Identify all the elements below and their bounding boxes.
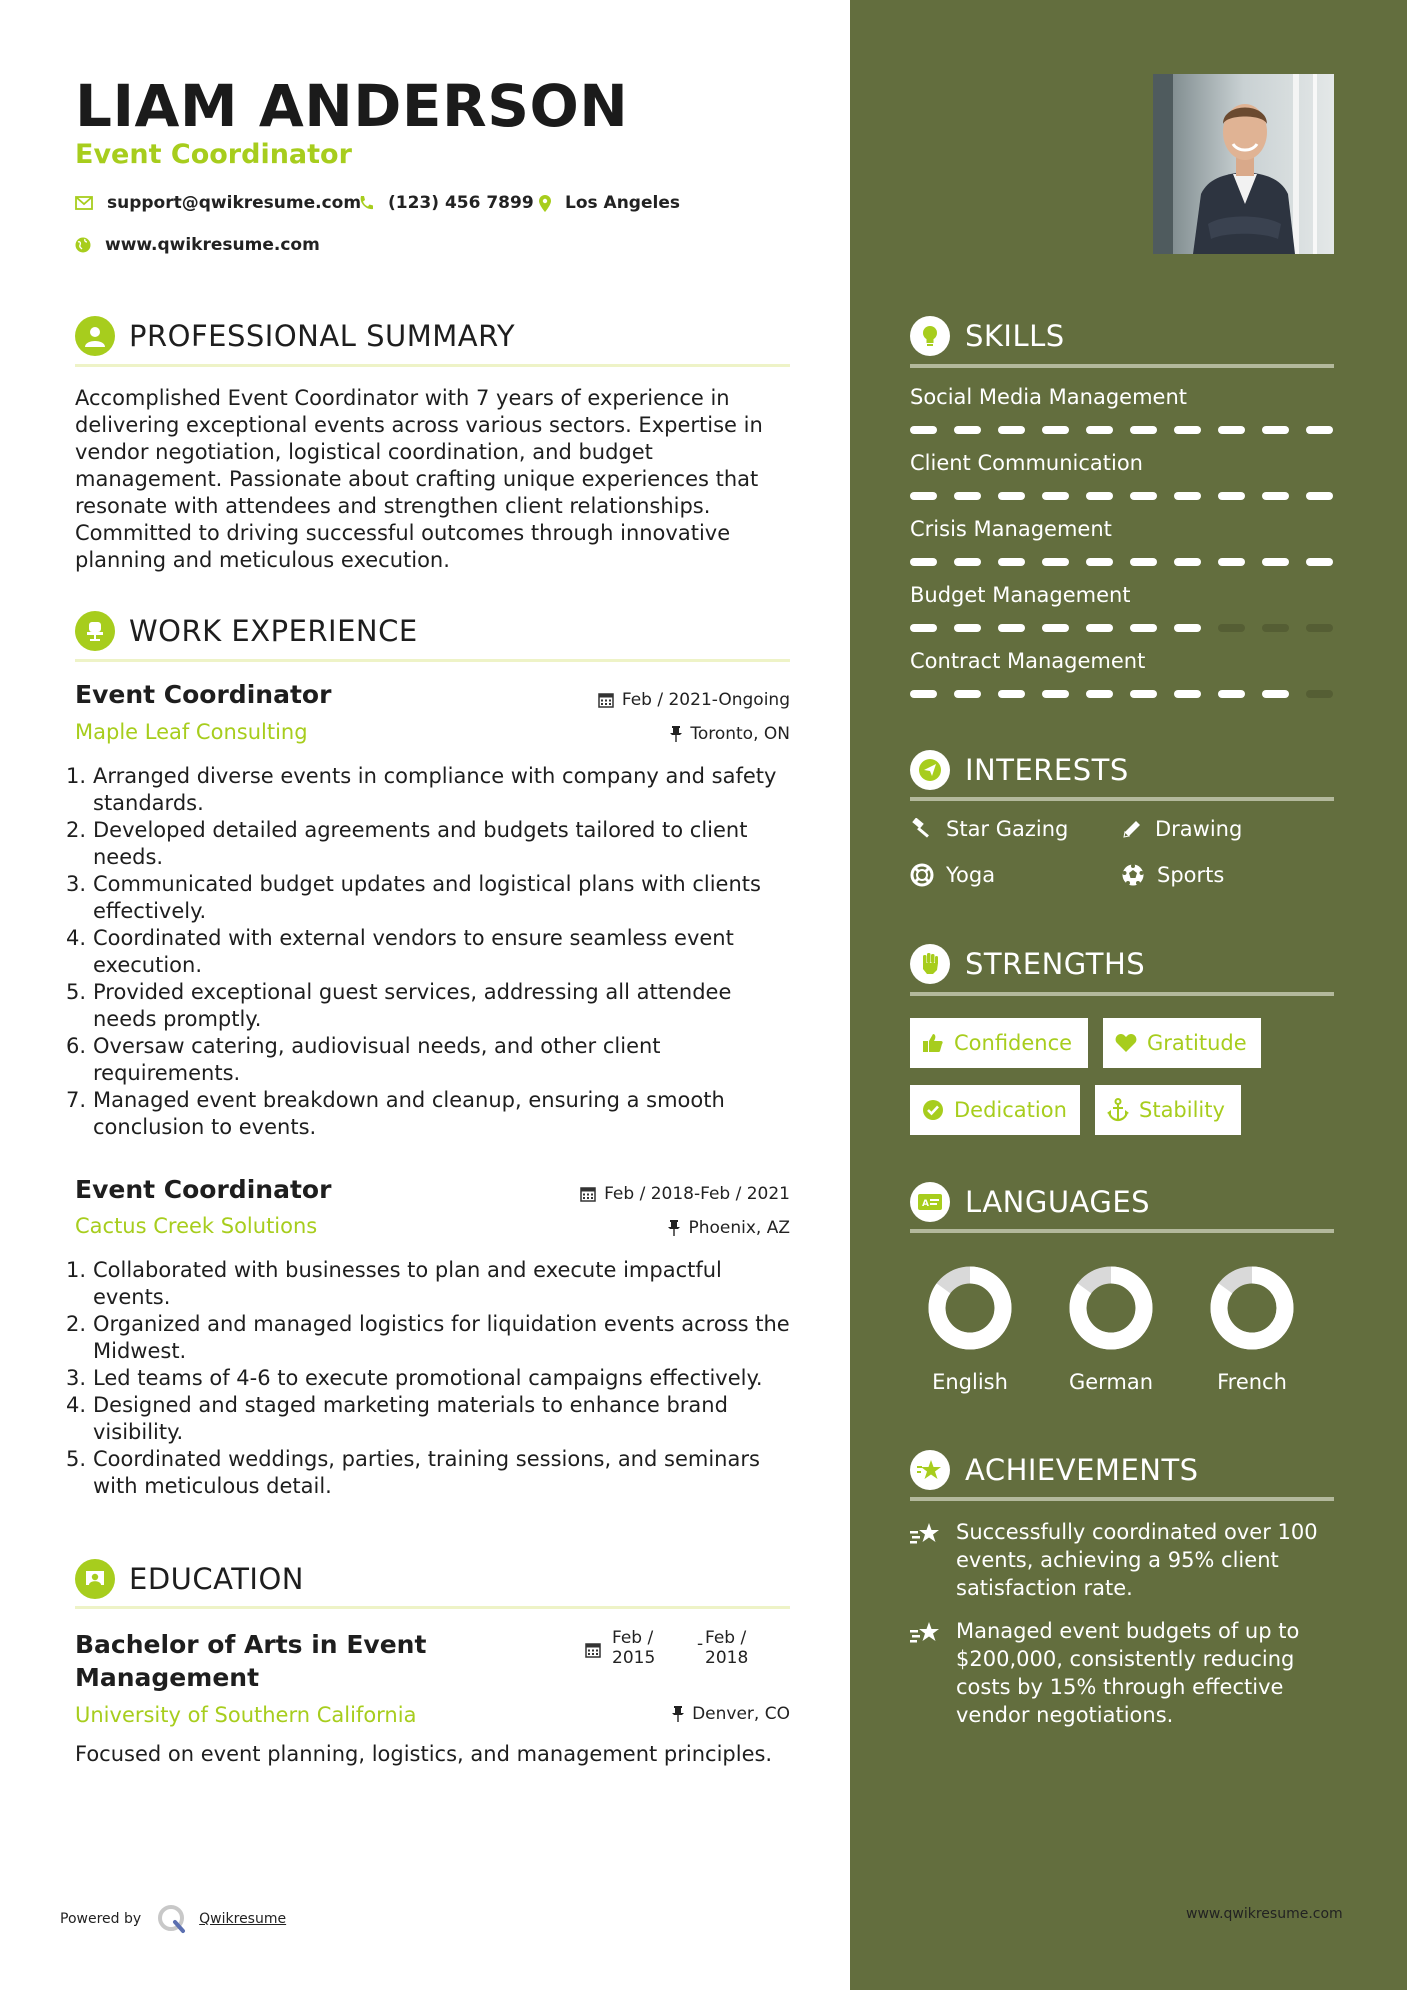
interest-label: Star Gazing — [946, 817, 1069, 841]
skill-dot — [998, 426, 1025, 434]
globe-icon — [75, 237, 91, 253]
strength-chip — [910, 1018, 1088, 1068]
achievements-divider — [910, 1497, 1334, 1501]
achievements-heading-label: ACHIEVEMENTS — [965, 1453, 1199, 1487]
company-name: Maple Leaf Consulting — [75, 720, 308, 744]
skill-dot — [1174, 624, 1201, 632]
list-item: 6. Oversaw catering, audiovisual needs, and other client requirements. — [66, 1034, 661, 1085]
skill-dot — [998, 558, 1025, 566]
skill-dot — [1218, 624, 1245, 632]
skill-dot — [1130, 492, 1157, 500]
job-responsibilities — [66, 763, 796, 1141]
job-location-text: Toronto, ON — [690, 724, 790, 744]
job-location — [670, 724, 790, 744]
interests-heading-label: INTERESTS — [965, 753, 1129, 787]
education-location-text: Denver, CO — [692, 1704, 790, 1724]
strengths-heading-label: STRENGTHS — [965, 947, 1146, 981]
skill-dot — [954, 624, 981, 632]
experience-heading-label: WORK EXPERIENCE — [129, 614, 418, 648]
website-text: www.qwikresume.com — [105, 235, 320, 255]
language-gauge — [1210, 1266, 1294, 1350]
experience-heading — [75, 611, 790, 651]
skill-dot — [1042, 426, 1069, 434]
skill-dot — [1262, 624, 1289, 632]
list-item: 2. Developed detailed agreements and budgets tailored to client needs. — [66, 818, 748, 869]
summary-divider — [75, 364, 790, 367]
skill-dot — [1306, 624, 1333, 632]
skill-dot — [1130, 690, 1157, 698]
achievement-text: Managed event budgets of up to $200,000, consistently reducing costs by 15% through effective vendor negotiations. — [956, 1619, 1300, 1727]
graduate-icon — [75, 1559, 115, 1599]
language-gauge — [928, 1266, 1012, 1350]
pencil-icon — [1121, 818, 1143, 840]
language-card-icon — [910, 1182, 950, 1222]
skill-dot — [954, 690, 981, 698]
list-item: 5. Coordinated weddings, parties, training sessions, and seminars with meticulous detail. — [66, 1447, 760, 1498]
skill-dot — [954, 492, 981, 500]
qwikresume-logo-icon — [157, 1904, 187, 1934]
skill-dot — [1086, 492, 1113, 500]
skill-rating — [910, 690, 1350, 698]
education-start: Feb / 2015 — [612, 1628, 656, 1668]
user-icon — [75, 316, 115, 356]
svg-text:A: A — [922, 1199, 929, 1209]
skill-dot — [1130, 624, 1157, 632]
strength-chip — [1095, 1085, 1241, 1135]
job-dates-text: Feb / 2018-Feb / 2021 — [604, 1184, 790, 1204]
skill-rating — [910, 492, 1350, 500]
degree-title — [75, 1628, 426, 1694]
candidate-name: LIAM ANDERSON — [75, 72, 629, 140]
strength-chip — [910, 1085, 1080, 1135]
skill-dot — [910, 558, 937, 566]
skill-rating — [910, 558, 1350, 566]
skill-dot — [1218, 558, 1245, 566]
skill-name: Budget Management — [910, 583, 1131, 607]
job-responsibilities — [66, 1257, 796, 1500]
summary-text: Accomplished Event Coordinator with 7 years of experience in delivering exceptional events across various sectors. Expertise in vendor negotiation, logistical coordination, and budget management. Passionate about crafting unique experiences that resonate with attendees and strengthen client relationships. Committed to driving successful outcomes through innovative planning and meticulous execution. — [75, 386, 763, 572]
job-dates — [598, 690, 790, 710]
skill-name: Contract Management — [910, 649, 1146, 673]
languages-heading — [910, 1182, 1334, 1222]
school-name: University of Southern California — [75, 1703, 417, 1727]
skill-dot — [998, 492, 1025, 500]
list-item: 1. Collaborated with businesses to plan and execute impactful events. — [66, 1258, 722, 1309]
summary-heading — [75, 316, 790, 356]
strength-chip — [1103, 1018, 1261, 1068]
skill-dot — [1262, 690, 1289, 698]
language-label: French — [1217, 1370, 1287, 1394]
education-location — [672, 1704, 790, 1724]
interest-item — [1121, 863, 1224, 887]
skills-heading-label: SKILLS — [965, 319, 1065, 353]
list-item: 7. Managed event breakdown and cleanup, ensuring a smooth conclusion to events. — [66, 1088, 725, 1139]
education-description: Focused on event planning, logistics, and management principles. — [75, 1742, 773, 1766]
map-marker-icon — [539, 195, 551, 212]
skill-dot — [910, 426, 937, 434]
skill-dot — [910, 690, 937, 698]
company-name: Cactus Creek Solutions — [75, 1214, 318, 1238]
skill-dot — [1174, 690, 1201, 698]
skill-dot — [1042, 558, 1069, 566]
experience-divider — [75, 659, 790, 662]
pin-icon — [668, 1220, 680, 1236]
education-end: Feb / 2018 — [705, 1628, 749, 1668]
skill-dot — [1086, 558, 1113, 566]
language-label: English — [932, 1370, 1008, 1394]
skill-dot — [1262, 558, 1289, 566]
skill-dot — [1042, 624, 1069, 632]
skill-dot — [1262, 426, 1289, 434]
skill-dot — [1306, 426, 1333, 434]
education-heading-label: EDUCATION — [129, 1562, 305, 1596]
interests-divider — [910, 797, 1334, 801]
degree-line: Bachelor of Arts in Event — [75, 1630, 427, 1659]
contact-location — [539, 193, 680, 213]
thumbs-up-icon — [922, 1033, 944, 1053]
pin-icon — [672, 1706, 684, 1722]
degree-line: Management — [75, 1663, 260, 1692]
profile-photo — [1153, 74, 1334, 254]
skill-name: Social Media Management — [910, 385, 1188, 409]
paper-plane-icon — [910, 750, 950, 790]
strength-label: Dedication — [954, 1098, 1067, 1122]
date-separator: - — [697, 1634, 704, 1654]
skill-dot — [1086, 426, 1113, 434]
language-gauge — [1069, 1266, 1153, 1350]
skill-dot — [1086, 624, 1113, 632]
skill-dot — [1130, 558, 1157, 566]
skill-dot — [1306, 492, 1333, 500]
raised-fist-icon — [910, 944, 950, 984]
contact-email[interactable] — [75, 193, 361, 213]
skill-dot — [1218, 492, 1245, 500]
email-text: support@qwikresume.com — [107, 193, 362, 213]
skill-dot — [1174, 426, 1201, 434]
education-divider — [75, 1606, 790, 1609]
contact-phone[interactable] — [358, 193, 534, 213]
skill-dot — [910, 492, 937, 500]
pin-icon — [670, 726, 682, 742]
gavel-icon — [910, 818, 934, 840]
calendar-icon — [585, 1642, 601, 1658]
interest-item — [1121, 817, 1242, 841]
skill-rating — [910, 624, 1350, 632]
interests-heading — [910, 750, 1334, 790]
languages-divider — [910, 1229, 1334, 1233]
footer-url[interactable]: www.qwikresume.com — [1186, 1906, 1343, 1922]
candidate-title: Event Coordinator — [75, 139, 352, 170]
list-item: 3. Communicated budget updates and logistical plans with clients effectively. — [66, 872, 761, 923]
achievement-text: Successfully coordinated over 100 events, achieving a 95% client satisfaction rate. — [956, 1520, 1318, 1600]
skill-dot — [1262, 492, 1289, 500]
skill-name: Client Communication — [910, 451, 1143, 475]
skills-divider — [910, 364, 1334, 368]
interest-item — [910, 817, 1068, 841]
anchor-icon — [1107, 1098, 1129, 1122]
powered-by-label: Powered by — [60, 1911, 142, 1927]
achievement-item — [910, 1518, 1334, 1608]
briefcase-chair-icon — [75, 611, 115, 651]
powered-by — [60, 1904, 286, 1934]
skill-dot — [954, 426, 981, 434]
strength-label: Stability — [1139, 1098, 1225, 1122]
job-title: Event Coordinator — [75, 680, 332, 709]
skill-dot — [1218, 426, 1245, 434]
interest-item — [910, 863, 995, 887]
lightbulb-icon — [910, 316, 950, 356]
shooting-star-icon — [910, 1621, 942, 1647]
lifebuoy-icon — [910, 863, 934, 887]
skill-name: Crisis Management — [910, 517, 1112, 541]
strengths-heading — [910, 944, 1334, 984]
job-location-text: Phoenix, AZ — [688, 1218, 790, 1238]
skill-dot — [1174, 492, 1201, 500]
skills-heading — [910, 316, 1334, 356]
language-label: German — [1068, 1370, 1154, 1394]
shooting-star-icon — [910, 1522, 942, 1548]
skill-dot — [1306, 690, 1333, 698]
contact-website[interactable] — [75, 235, 320, 255]
brand-link[interactable]: Qwikresume — [199, 1911, 287, 1927]
skill-dot — [1042, 492, 1069, 500]
skill-dot — [1174, 558, 1201, 566]
list-item: 5. Provided exceptional guest services, addressing all attendee needs promptly. — [66, 980, 732, 1031]
strengths-divider — [910, 992, 1334, 996]
strength-label: Gratitude — [1147, 1031, 1247, 1055]
skill-rating — [910, 426, 1350, 434]
skill-dot — [1042, 690, 1069, 698]
star-badge-icon — [910, 1450, 950, 1490]
soccer-ball-icon — [1121, 863, 1145, 887]
list-item: 4. Coordinated with external vendors to ensure seamless event execution. — [66, 926, 734, 977]
list-item: 2. Organized and managed logistics for liquidation events across the Midwest. — [66, 1312, 790, 1363]
job-location — [668, 1218, 790, 1238]
location-text: Los Angeles — [565, 193, 680, 213]
skill-dot — [1306, 558, 1333, 566]
check-circle-icon — [922, 1099, 944, 1121]
envelope-icon — [75, 196, 93, 210]
skill-dot — [998, 690, 1025, 698]
skill-dot — [954, 558, 981, 566]
job-dates — [580, 1184, 790, 1204]
skill-dot — [1218, 690, 1245, 698]
achievements-heading — [910, 1450, 1334, 1490]
skill-dot — [1130, 426, 1157, 434]
list-item: 3. Led teams of 4-6 to execute promotional campaigns effectively. — [66, 1366, 763, 1390]
heart-icon — [1115, 1033, 1137, 1053]
summary-heading-label: PROFESSIONAL SUMMARY — [129, 319, 516, 353]
phone-icon — [358, 195, 374, 211]
job-title: Event Coordinator — [75, 1175, 332, 1204]
interest-label: Yoga — [946, 863, 996, 887]
phone-text: (123) 456 7899 — [388, 193, 534, 213]
calendar-icon — [598, 692, 614, 708]
skill-dot — [1086, 690, 1113, 698]
strength-label: Confidence — [954, 1031, 1073, 1055]
achievement-item — [910, 1617, 1334, 1737]
calendar-icon — [580, 1186, 596, 1202]
skill-dot — [910, 624, 937, 632]
interest-label: Drawing — [1155, 817, 1243, 841]
interest-label: Sports — [1157, 863, 1225, 887]
list-item: 1. Arranged diverse events in compliance with company and safety standards. — [66, 764, 777, 815]
education-heading — [75, 1559, 790, 1599]
skill-dot — [998, 624, 1025, 632]
job-dates-text: Feb / 2021-Ongoing — [621, 690, 790, 710]
languages-heading-label: LANGUAGES — [965, 1185, 1151, 1219]
list-item: 4. Designed and staged marketing materials to enhance brand visibility. — [66, 1393, 728, 1444]
